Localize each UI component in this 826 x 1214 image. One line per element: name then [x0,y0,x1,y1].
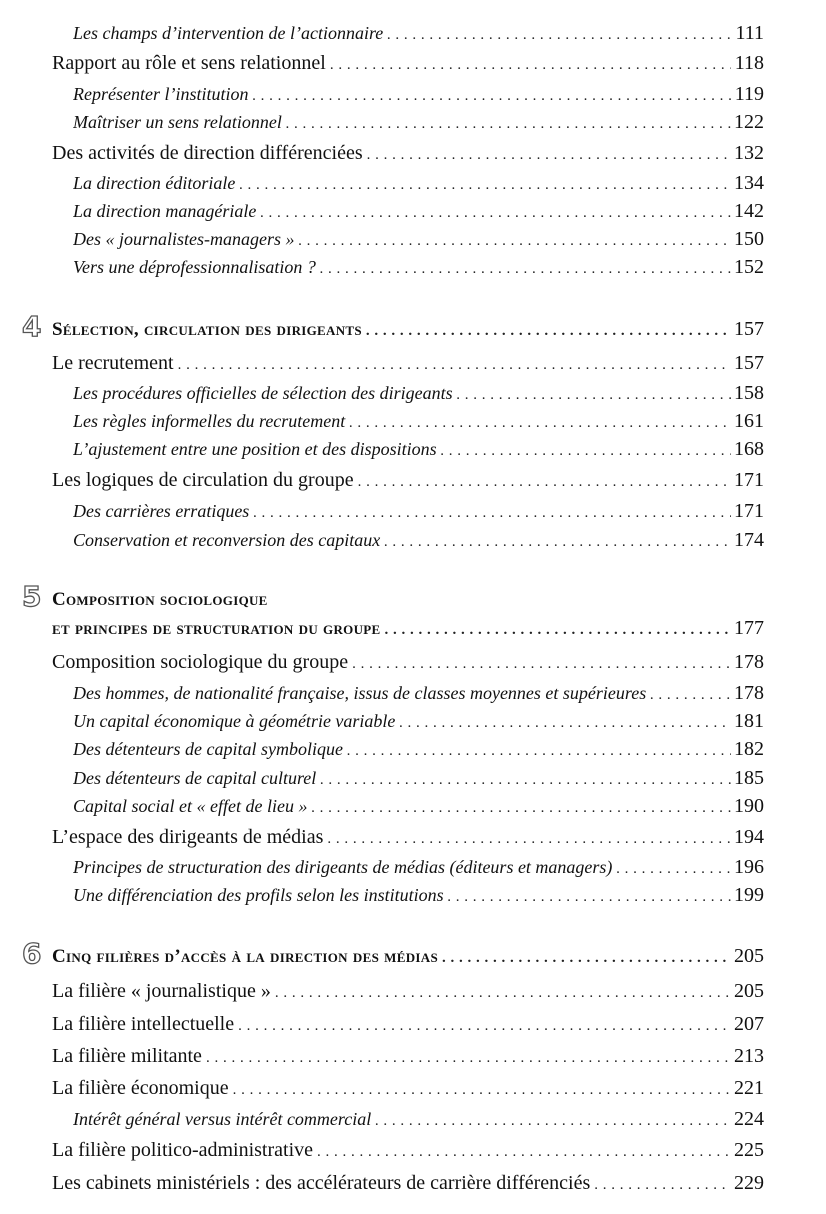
toc-entry [0,1108,826,1136]
toc-chapter [0,318,826,346]
section-page: 207 [734,1013,764,1035]
toc-entry [0,200,826,228]
entry-page: 181 [734,710,764,732]
toc-entry [0,682,826,710]
entry-page: 152 [734,256,764,278]
entry-page: 224 [734,1108,764,1130]
section-page: 229 [734,1172,764,1194]
leader-dots [286,116,731,133]
section-page: 213 [734,1045,764,1067]
toc-entry [0,228,826,256]
toc-section [0,352,826,380]
leader-dots [275,985,731,1002]
leader-dots [457,387,731,404]
section-title: La filière économique [52,1077,229,1099]
toc-section [0,826,826,854]
section-title: La filière politico-administrative [52,1139,314,1161]
entry-title: Vers une déprofessionnalisation ? [73,257,316,277]
leader-dots [358,474,731,491]
chapter-title: Cinq filières d’accès à la direction des médias [52,946,438,967]
toc-entry [0,710,826,738]
section-title: Les cabinets ministériels : des accélérateurs de carrière différenciés [52,1172,591,1194]
section-page: 194 [734,826,764,848]
entry-title: Capital social et « effet de lieu » [73,796,308,816]
section-title: Rapport au rôle et sens relationnel [52,52,326,74]
leader-dots [320,261,731,278]
leader-dots [327,831,731,848]
section-page: 157 [734,352,764,374]
chapter-title-line1: Composition sociologique [52,589,268,610]
entry-page: 174 [734,529,764,551]
toc-entry [0,410,826,438]
entry-title: Les procédures officielles de sélection des dirigeants [73,383,453,403]
leader-dots [442,950,731,967]
entry-title: Intérêt général versus intérêt commercial [73,1109,372,1129]
toc-section [0,651,826,679]
section-title: Composition sociologique du groupe [52,651,349,673]
leader-dots [311,800,731,817]
entry-title: Représenter l’institution [73,84,249,104]
toc-section [0,1172,826,1200]
leader-dots [441,443,731,460]
entry-page: 111 [735,22,764,44]
leader-dots [252,88,731,105]
leader-dots [349,415,731,432]
entry-page: 119 [734,83,764,105]
section-page: 118 [734,52,764,74]
leader-dots [330,57,731,74]
entry-title: Les champs d’intervention de l’actionnaire [73,23,384,43]
section-title: Les logiques de circulation du groupe [52,469,354,491]
leader-dots [387,27,731,44]
entry-title: Des carrières erratiques [73,501,250,521]
section-page: 221 [734,1077,764,1099]
entry-title: L’ajustement entre une position et des dispositions [73,439,437,459]
entry-title: Des hommes, de nationalité française, issus de classes moyennes et supérieures [73,683,647,703]
section-title: Des activités de direction différenciées [52,142,363,164]
entry-page: 150 [734,228,764,250]
entry-title: Principes de structuration des dirigeants de médias (éditeurs et managers) [73,857,613,877]
entry-title: Les règles informelles du recrutement [73,411,346,431]
section-page: 205 [734,980,764,1002]
entry-title: La direction éditoriale [73,173,236,193]
leader-dots [233,1082,731,1099]
entry-page: 168 [734,438,764,460]
leader-dots [375,1113,731,1130]
entry-title: Des détenteurs de capital culturel [73,768,317,788]
section-page: 225 [734,1139,764,1161]
leader-dots [650,687,731,704]
chapter-title-line2: et principes de structuration du groupe [52,618,381,639]
entry-title: Une différenciation des profils selon les institutions [73,885,444,905]
entry-page: 199 [734,884,764,906]
chapter-page: 177 [734,617,764,639]
toc-entry [0,83,826,111]
toc-entry [0,438,826,466]
leader-dots [594,1177,731,1194]
entry-page: 185 [734,767,764,789]
entry-title: La direction managériale [73,201,257,221]
leader-dots [317,1144,731,1161]
entry-page: 122 [734,111,764,133]
toc-entry [0,111,826,139]
leader-dots [239,177,731,194]
leader-dots [616,861,731,878]
toc-entry [0,22,826,50]
section-title: La filière « journalistique » [52,980,271,1002]
toc-entry [0,884,826,912]
leader-dots [347,743,731,760]
leader-dots [238,1018,731,1035]
toc-entry [0,738,826,766]
chapter-number: 4 [22,310,42,343]
toc-entry [0,767,826,795]
entry-title: Maîtriser un sens relationnel [73,112,282,132]
toc-section [0,980,826,1008]
section-title: Le recrutement [52,352,174,374]
entry-title: Un capital économique à géométrie variable [73,711,396,731]
toc-section [0,142,826,170]
leader-dots [367,147,731,164]
entry-title: Conservation et reconversion des capitaux [73,530,381,550]
chapter-title: Sélection, circulation des dirigeants [52,319,362,340]
toc-entry [0,382,826,410]
section-title: La filière intellectuelle [52,1013,235,1035]
toc-section [0,52,826,80]
toc-section [0,1077,826,1105]
entry-page: 158 [734,382,764,404]
toc-entry [0,795,826,823]
section-page: 171 [734,469,764,491]
entry-title: Des « journalistes-managers » [73,229,295,249]
toc-section [0,469,826,497]
leader-dots [448,889,731,906]
leader-dots [178,357,731,374]
toc-entry [0,856,826,884]
section-page: 132 [734,142,764,164]
entry-page: 182 [734,738,764,760]
leader-dots [260,205,731,222]
leader-dots [253,505,731,522]
toc-entry [0,529,826,557]
chapter-page: 157 [734,318,764,340]
chapter-number: 6 [22,937,42,970]
entry-page: 142 [734,200,764,222]
toc-section [0,1139,826,1167]
toc-entry [0,172,826,200]
leader-dots [299,233,732,250]
leader-dots [320,772,731,789]
leader-dots [384,622,731,639]
leader-dots [366,323,731,340]
toc-entry [0,256,826,284]
entry-page: 134 [734,172,764,194]
entry-page: 178 [734,682,764,704]
entry-page: 190 [734,795,764,817]
leader-dots [399,715,731,732]
toc-chapter [0,945,826,973]
section-title: La filière militante [52,1045,202,1067]
leader-dots [206,1050,731,1067]
entry-page: 196 [734,856,764,878]
toc-section [0,1045,826,1073]
leader-dots [352,656,731,673]
entry-page: 161 [734,410,764,432]
leader-dots [384,534,731,551]
chapter-page: 205 [734,945,764,967]
toc-entry [0,500,826,528]
entry-page: 171 [734,500,764,522]
chapter-number: 5 [22,580,42,613]
entry-title: Des détenteurs de capital symbolique [73,739,343,759]
section-title: L’espace des dirigeants de médias [52,826,324,848]
toc-section [0,1013,826,1041]
toc-chapter [0,617,826,645]
section-page: 178 [734,651,764,673]
